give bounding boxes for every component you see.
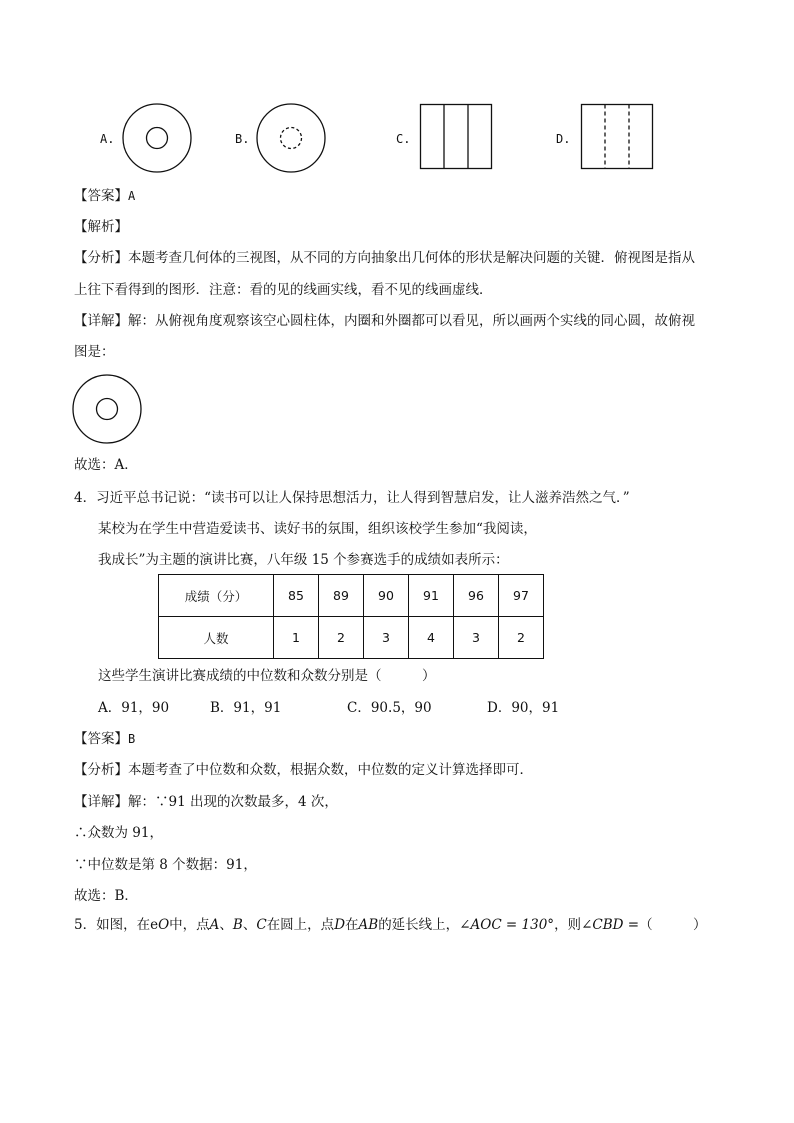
answer-figure-concentric-circles (72, 374, 144, 446)
q4-number: 4． (74, 490, 97, 506)
option-d-label: D. (556, 132, 571, 146)
detail-tag: 【详解】 (74, 794, 128, 810)
q4-stem-text: 习近平总书记说：“读书可以让人保持思想活力，让人得到智慧启发，让人滋养浩然之气．” (96, 490, 630, 506)
separator: 、 (219, 917, 233, 933)
separator: 、 (242, 917, 257, 933)
table-cell: 85 (274, 575, 319, 617)
q4-answer-line (74, 729, 135, 749)
circle-symbol: e (150, 917, 159, 933)
answer-tag: 【答案】 (74, 731, 128, 747)
point-a: A (209, 917, 220, 933)
table-cell: 90 (364, 575, 409, 617)
fenxi-tag: 【分析】 (74, 762, 128, 778)
q4-option-d: D．90，91 (487, 700, 560, 716)
q4-stem-line1 (74, 488, 630, 508)
outer-circle (257, 104, 325, 172)
answer-bracket: （ ） (639, 917, 707, 933)
q5-text: 的延长线上， (378, 917, 460, 933)
table-cell: 96 (454, 575, 499, 617)
q5-stem (74, 915, 707, 935)
q3-fenxi-line2: 上往下看得到的图形．注意：看的见的线画实线，看不见的线画虚线． (74, 282, 493, 298)
q3-detail-line1 (74, 311, 695, 331)
q3-detail-line2: 图是： (74, 344, 115, 360)
point-d: D (334, 917, 346, 933)
detail-tag: 【详解】 (74, 313, 128, 329)
answer-value: A (128, 189, 136, 203)
table-cell: 2 (319, 617, 364, 659)
q5-text: 中，点 (169, 917, 210, 933)
option-b-label: B. (235, 132, 250, 146)
table-cell: 97 (499, 575, 544, 617)
detail-text: 解：∵91 出现的次数最多，4 次， (128, 794, 338, 810)
table-row-scores (159, 575, 544, 617)
answer-value: B (128, 732, 136, 746)
q3-fenxi-line1 (74, 248, 695, 268)
q5-text: 在圆上，点 (266, 917, 335, 933)
q4-stem-line2: 某校为在学生中营造爱读书、读好书的氛围，组织该校学生参加“我阅读， (98, 521, 537, 537)
q4-detail-line3: ∵中位数是第 8 个数据：91， (74, 857, 257, 873)
q4-option-c (347, 698, 432, 718)
option-c-label: C. (396, 132, 411, 146)
table-header-count: 人数 (159, 617, 274, 659)
q4-question: 这些学生演讲比赛成绩的中位数和众数分别是（ ） (98, 668, 436, 684)
point-o: O (158, 917, 170, 933)
q5-text: 在 (345, 917, 359, 933)
angle-cbd: ∠CBD = (581, 917, 640, 933)
inner-circle (147, 128, 168, 149)
q4-fenxi-line (74, 760, 533, 780)
answer-tag: 【答案】 (74, 188, 128, 204)
option-d-figure (581, 104, 655, 170)
q4-conclusion: 故选：B． (74, 888, 138, 904)
q4-stem-line3: 我成长”为主题的演讲比赛，八年级 15 个参赛选手的成绩如表所示： (98, 552, 509, 568)
option-c-prefix: C． (347, 700, 371, 716)
table-cell: 3 (454, 617, 499, 659)
detail-text: 解：从俯视角度观察该空心圆柱体，内圈和外圈都可以看见，所以画两个实线的同心圆，故俯视 (128, 313, 695, 329)
q3-conclusion: 故选：A． (74, 457, 138, 473)
inner-circle (97, 399, 118, 420)
table-header-score: 成绩（分） (159, 575, 274, 617)
option-a-label: A. (100, 132, 115, 146)
table-cell: 91 (409, 575, 454, 617)
fenxi-text: 本题考查几何体的三视图，从不同的方向抽象出几何体的形状是解决问题的关键．俯视图是指从 (128, 250, 695, 266)
q3-answer-line (74, 186, 135, 206)
q5-text: ，则 (554, 917, 582, 933)
outer-rectangle (582, 105, 653, 169)
q4-detail-line1 (74, 792, 338, 812)
table-cell: 4 (409, 617, 454, 659)
segment-ab: AB (358, 917, 379, 933)
score-table (158, 574, 544, 659)
inner-dashed-circle (281, 128, 302, 149)
q4-option-a: A．91，90 (98, 700, 170, 716)
option-c-figure (420, 104, 494, 170)
table-cell: 1 (274, 617, 319, 659)
option-c-value: 90.5，90 (370, 700, 432, 716)
q4-detail-line2: ∴众数为 91， (74, 825, 163, 841)
outer-rectangle (421, 105, 492, 169)
option-a-figure (122, 103, 194, 175)
q3-analysis-tag: 【解析】 (74, 219, 128, 235)
outer-circle (73, 375, 141, 443)
angle-aoc: ∠AOC = 130° (459, 917, 555, 933)
fenxi-tag: 【分析】 (74, 250, 128, 266)
table-row-counts (159, 617, 544, 659)
table-cell: 89 (319, 575, 364, 617)
q4-option-b: B．91，91 (210, 700, 282, 716)
option-b-figure (256, 103, 328, 175)
table-cell: 2 (499, 617, 544, 659)
q5-number: 5． (74, 917, 97, 933)
point-b: B (232, 917, 243, 933)
q5-text: 如图，在 (96, 917, 151, 933)
outer-circle (123, 104, 191, 172)
fenxi-text: 本题考查了中位数和众数，根据众数，中位数的定义计算选择即可． (128, 762, 533, 778)
point-c: C (256, 917, 267, 933)
table-cell: 3 (364, 617, 409, 659)
